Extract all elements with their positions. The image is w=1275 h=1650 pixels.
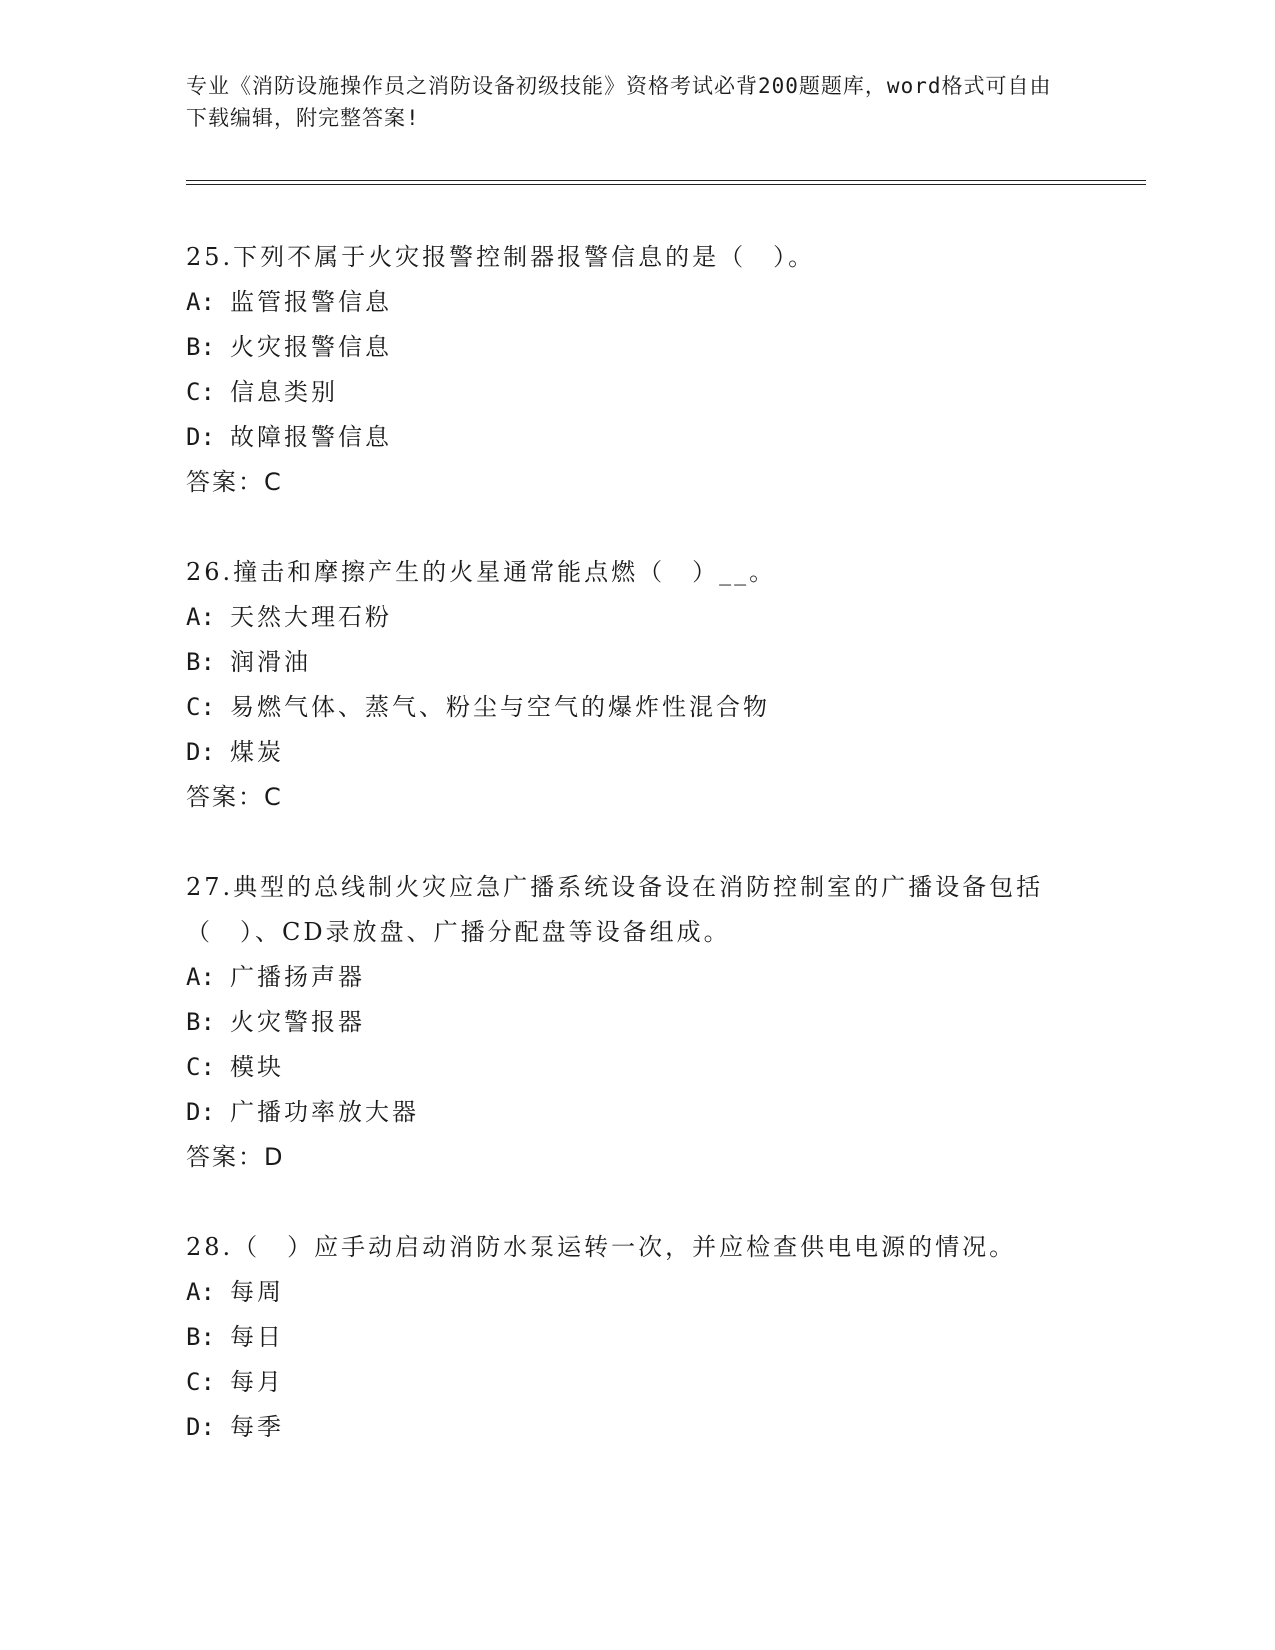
option-text: 广播功率放大器 (230, 1098, 419, 1126)
option-text: 监管报警信息 (230, 288, 392, 316)
option-text: 天然大理石粉 (230, 603, 392, 631)
option-c (186, 370, 1086, 415)
document-header: 专业《消防设施操作员之消防设备初级技能》资格考试必背200题题库，word格式可自由下载编辑，附完整答案! (186, 74, 1052, 130)
option-letter: A: (186, 288, 215, 316)
option-d (186, 415, 1086, 460)
question-list (186, 235, 1086, 1495)
option-text: 润滑油 (230, 648, 311, 676)
option-text: 火灾警报器 (230, 1008, 365, 1036)
question-stem: 28.（ ）应手动启动消防水泵运转一次，并应检查供电电源的情况。 (186, 1233, 1017, 1261)
option-letter: C: (186, 693, 215, 721)
option-letter: B: (186, 648, 215, 676)
option-b (186, 1000, 1086, 1045)
option-text: 煤炭 (230, 738, 284, 766)
option-letter: C: (186, 1368, 215, 1396)
answer-line: 答案：D (186, 1143, 285, 1171)
option-text: 每日 (230, 1323, 284, 1351)
question-stem: 27.典型的总线制火灾应急广播系统设备设在消防控制室的广播设备包括（ ）、CD录放盘、广播分配盘等设备组成。 (186, 873, 1044, 946)
answer-line: 答案：C (186, 783, 283, 811)
option-text: 信息类别 (230, 378, 338, 406)
option-text: 故障报警信息 (230, 423, 392, 451)
option-c (186, 1360, 1086, 1405)
question-25 (186, 235, 1086, 505)
option-d (186, 1405, 1086, 1450)
question-stem: 26.撞击和摩擦产生的火星通常能点燃（ ）__。 (186, 558, 777, 586)
question-26 (186, 550, 1086, 820)
option-text: 每季 (230, 1413, 284, 1441)
option-letter: A: (186, 963, 215, 991)
question-28 (186, 1225, 1086, 1450)
option-letter: C: (186, 1053, 215, 1081)
option-text: 每月 (230, 1368, 284, 1396)
option-a (186, 955, 1086, 1000)
option-text: 易燃气体、蒸气、粉尘与空气的爆炸性混合物 (230, 693, 770, 721)
option-letter: D: (186, 423, 215, 451)
option-letter: C: (186, 378, 215, 406)
option-c (186, 685, 1086, 730)
option-c (186, 1045, 1086, 1090)
option-a (186, 280, 1086, 325)
question-27 (186, 865, 1086, 1180)
option-a (186, 1270, 1086, 1315)
option-text: 每周 (230, 1278, 284, 1306)
option-letter: A: (186, 603, 215, 631)
option-b (186, 325, 1086, 370)
document-page (186, 70, 1146, 1441)
option-letter: B: (186, 333, 215, 361)
header-double-rule (186, 180, 1146, 185)
option-text: 火灾报警信息 (230, 333, 392, 361)
option-letter: D: (186, 1413, 215, 1441)
option-text: 模块 (230, 1053, 284, 1081)
option-d (186, 730, 1086, 775)
option-a (186, 595, 1086, 640)
option-letter: A: (186, 1278, 215, 1306)
option-d (186, 1090, 1086, 1135)
option-b (186, 640, 1086, 685)
option-b (186, 1315, 1086, 1360)
answer-line: 答案：C (186, 468, 283, 496)
option-letter: B: (186, 1323, 215, 1351)
option-letter: D: (186, 1098, 215, 1126)
option-letter: D: (186, 738, 215, 766)
question-stem: 25.下列不属于火灾报警控制器报警信息的是（ ）。 (186, 243, 816, 271)
option-letter: B: (186, 1008, 215, 1036)
option-text: 广播扬声器 (230, 963, 365, 991)
